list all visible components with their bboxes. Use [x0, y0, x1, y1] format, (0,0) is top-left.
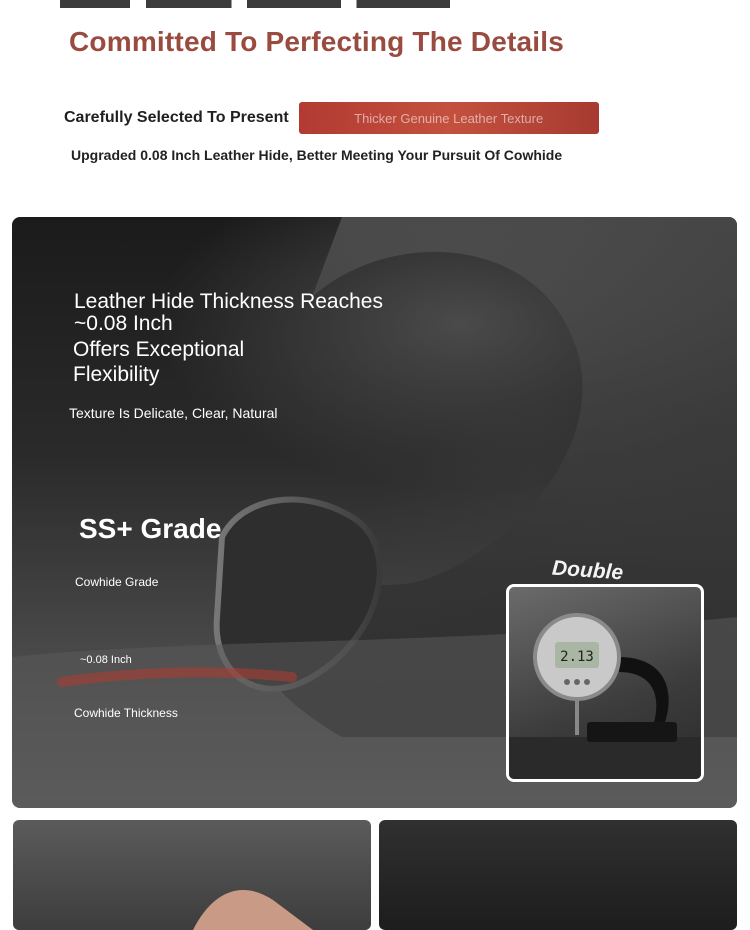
hero-title-line-3: Offers Exceptional: [73, 338, 245, 361]
hero-title-line-2: ~0.08 Inch: [74, 312, 173, 335]
grade-value: SS+ Grade: [79, 513, 222, 544]
subtitle-row: [64, 101, 599, 135]
leather-detail-image-right: [379, 820, 737, 930]
hero-title-line-4: Flexibility: [73, 363, 160, 386]
gauge-icon: [509, 587, 701, 779]
double-badge: Double: [551, 556, 624, 585]
thickness-value: ~0.08 Inch: [80, 654, 132, 666]
thickness-gauge-photo: [506, 584, 704, 782]
section-headline: Committed To Perfecting The Details: [69, 26, 564, 57]
subtitle-highlight: Thicker Genuine Leather Texture: [299, 102, 599, 134]
subtitle-description: Upgraded 0.08 Inch Leather Hide, Better Meeting Your Pursuit Of Cowhide: [71, 147, 563, 163]
leather-hero-image: [12, 217, 737, 808]
hero-title-line-1: Leather Hide Thickness Reaches: [74, 290, 383, 313]
subtitle-lead: Carefully Selected To Present: [64, 109, 289, 126]
grade-label: Cowhide Grade: [75, 575, 159, 589]
thickness-label: Cowhide Thickness: [74, 706, 178, 720]
texture-description: Texture Is Delicate, Clear, Natural: [69, 405, 278, 421]
gauge-reading: 2.13: [560, 649, 594, 665]
cropped-heading: [60, 0, 450, 8]
hand-leather-illustration: [13, 820, 371, 930]
leather-detail-image-left: [13, 820, 371, 930]
